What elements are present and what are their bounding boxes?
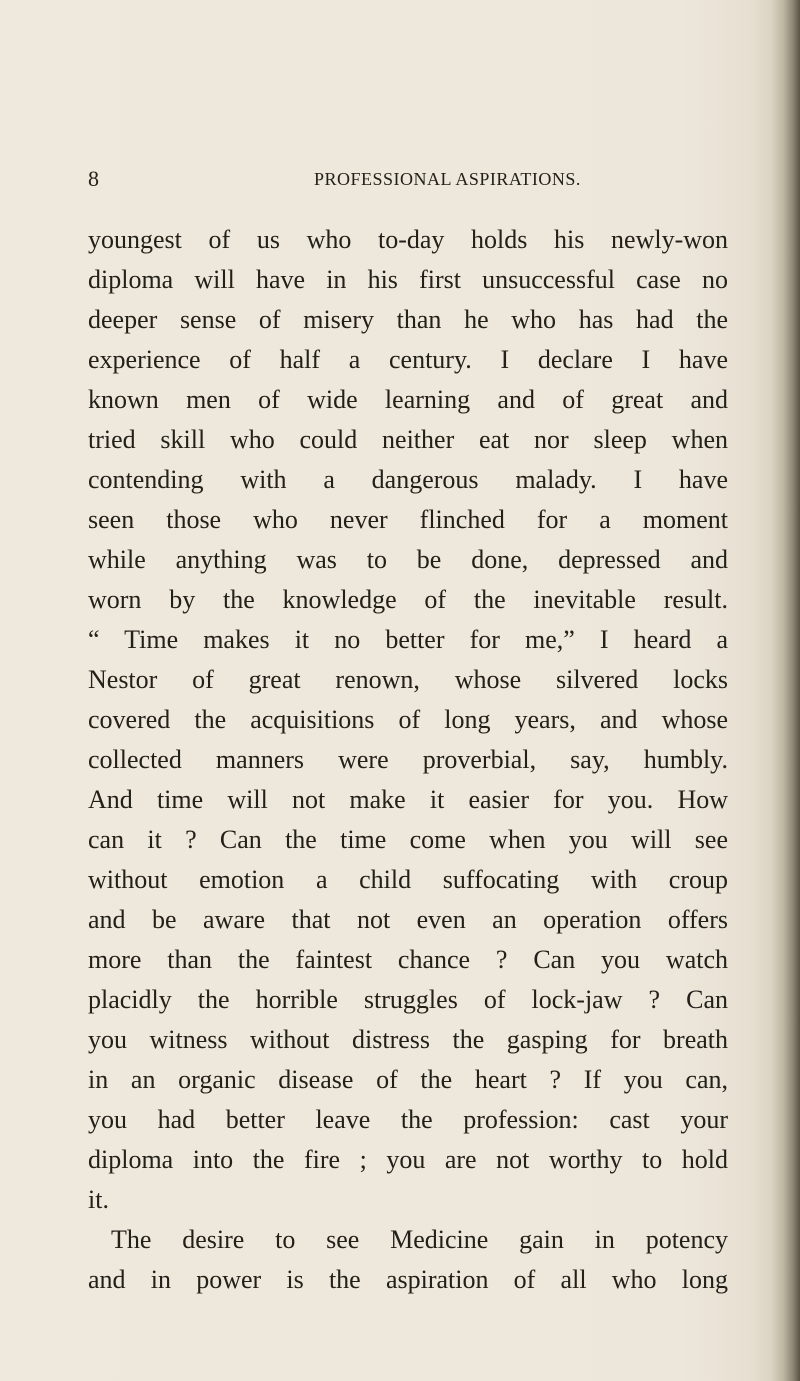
text-line: worn by the knowledge of the inevitable result. bbox=[88, 585, 728, 614]
text-line: while anything was to be done, depressed and bbox=[88, 545, 728, 574]
text-line: more than the faintest chance ? Can you watch bbox=[88, 945, 728, 974]
text-line: diploma will have in his first unsuccessful case no bbox=[88, 265, 728, 294]
text-line: known men of wide learning and of great and bbox=[88, 385, 728, 414]
text-line: and be aware that not even an operation offers bbox=[88, 905, 728, 934]
running-head bbox=[88, 166, 728, 192]
text-line: collected manners were proverbial, say, humbly. bbox=[88, 745, 728, 774]
text-line: covered the acquisitions of long years, and whose bbox=[88, 705, 728, 734]
text-line: youngest of us who to-day holds his newly-won bbox=[88, 225, 728, 254]
text-line: placidly the horrible struggles of lock-jaw ? Can bbox=[88, 985, 728, 1014]
text-line: deeper sense of misery than he who has had the bbox=[88, 305, 728, 334]
text-line: seen those who never flinched for a moment bbox=[88, 505, 728, 534]
text-line: contending with a dangerous malady. I have bbox=[88, 465, 728, 494]
text-line: in an organic disease of the heart ? If you can, bbox=[88, 1065, 728, 1094]
text-line: tried skill who could neither eat nor sleep when bbox=[88, 425, 728, 454]
body-text bbox=[88, 220, 728, 1300]
text-line: without emotion a child suffocating with croup bbox=[88, 865, 728, 894]
text-line: you witness without distress the gasping for breath bbox=[88, 1025, 728, 1054]
text-line: can it ? Can the time come when you will see bbox=[88, 825, 728, 854]
text-line: Nestor of great renown, whose silvered locks bbox=[88, 665, 728, 694]
text-line: it. bbox=[88, 1185, 109, 1214]
text-line: “ Time makes it no better for me,” I heard a bbox=[88, 625, 728, 654]
page-edge-shadow bbox=[772, 0, 800, 1381]
running-title: PROFESSIONAL ASPIRATIONS. bbox=[314, 169, 581, 189]
text-line: And time will not make it easier for you. How bbox=[88, 785, 728, 814]
text-line: experience of half a century. I declare I have bbox=[88, 345, 728, 374]
text-line: The desire to see Medicine gain in potency bbox=[111, 1225, 728, 1254]
text-line: you had better leave the profession: cast your bbox=[88, 1105, 728, 1134]
page-number: 8 bbox=[88, 166, 99, 191]
text-line: and in power is the aspiration of all who long bbox=[88, 1265, 728, 1294]
text-line: diploma into the fire ; you are not worthy to hold bbox=[88, 1145, 728, 1174]
